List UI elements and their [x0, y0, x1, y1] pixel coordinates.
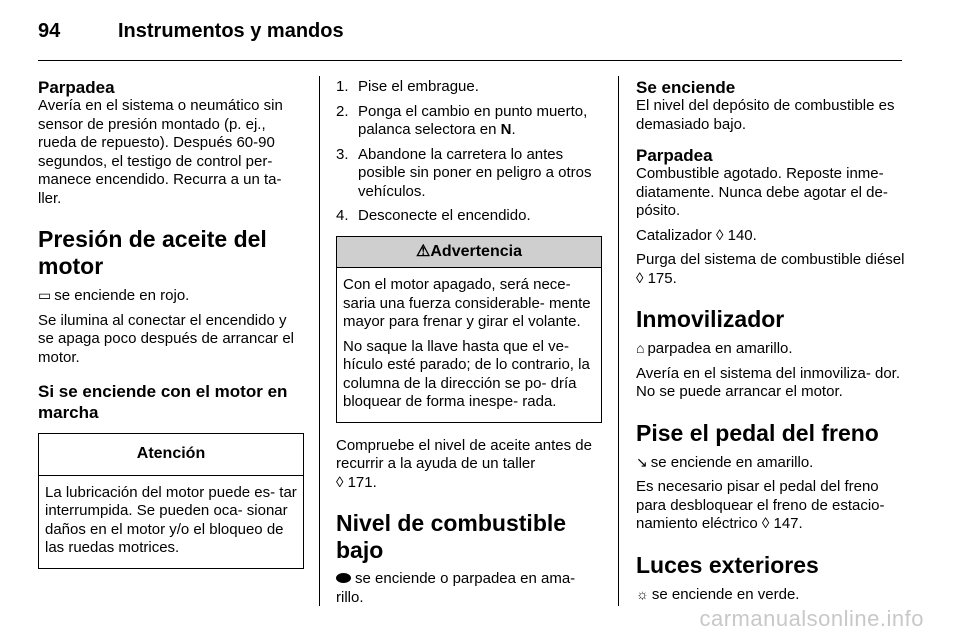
lights-line-1-text: se enciende en verde.	[651, 585, 800, 603]
brake-line-1	[636, 453, 906, 473]
step-text: Pise el embrague.	[358, 78, 479, 95]
step-end: .	[511, 121, 516, 138]
warning-title: Advertencia	[430, 242, 522, 260]
lights-line-1	[636, 585, 906, 605]
step-text: Abandone la carretera lo antes posible sin poner en peligro a otros vehículos.	[358, 145, 592, 200]
step-number: 2.	[336, 102, 349, 120]
oil-line-1	[38, 286, 304, 306]
immobilizer-icon: ⌂	[636, 340, 645, 356]
warning-box	[336, 236, 602, 423]
oil-can-icon: ▭	[38, 287, 52, 303]
watermark: carmanualsonline.info	[699, 606, 924, 631]
catalyst-text: Catalizador ◊ 140.	[636, 226, 757, 244]
on-text: El nivel del depósito de combustible es demasiado bajo.	[636, 97, 895, 133]
brake-line-1-text: se enciende en amarillo.	[650, 453, 814, 471]
step-number: 4.	[336, 207, 349, 224]
running-heading: Si se enciende con el motor en marcha	[38, 382, 288, 422]
on-heading: Se enciende	[636, 78, 736, 97]
list-item	[336, 78, 602, 97]
step-text: Ponga el cambio en punto muerto, palanca selectora en	[358, 102, 588, 138]
page-header	[38, 20, 344, 43]
oil-line-2: Se ilumina al conectar el encendido y se apaga poco después de arrancar el motor.	[38, 311, 295, 366]
warning-text-1: Con el motor apagado, será nece- saria una fuerza considerable- mente mayor para frenar y girar el volante.	[343, 276, 591, 330]
fuel-line-text: se enciende o parpadea en ama- rillo.	[336, 570, 576, 606]
warning-text-2: No saque la llave hasta que el ve- hículo esté parado; de lo contrario, la columna de la dirección se po- dría bloquear de forma inespe- rada.	[343, 337, 590, 410]
blink-text: Combustible agotado. Reposte inme- diatamente. Nunca debe agotar el de- pósito.	[636, 165, 888, 219]
attention-text: La lubricación del motor puede es- tar interrumpida. Se pueden oca- sionar daños en el motor y/o el bloqueo de las ruedas motrices.	[45, 483, 297, 556]
column-divider-2	[618, 76, 619, 606]
immobilizer-heading: Inmovilizador	[636, 306, 785, 332]
attention-title: Atención	[39, 434, 303, 476]
lights-heading: Luces exteriores	[636, 551, 819, 578]
step-number: 1.	[336, 78, 349, 95]
column-2	[336, 78, 602, 613]
column-1	[38, 78, 304, 569]
list-item	[336, 103, 602, 140]
list-item	[336, 207, 602, 226]
page-title: Instrumentos y mandos	[118, 20, 344, 42]
exterior-lights-icon: ☼	[636, 585, 649, 602]
fuel-line	[336, 570, 602, 607]
purge-text: Purga del sistema de combustible diésel ◊ 175.	[636, 251, 905, 287]
step-number: 3.	[336, 145, 349, 163]
brake-heading: Pise el pedal del freno	[636, 419, 879, 446]
steps-list	[336, 78, 602, 226]
column-3	[636, 78, 906, 610]
oil-pressure-heading: Presión de aceite del motor	[38, 226, 267, 279]
column-divider-1	[319, 76, 320, 606]
page-number: 94	[38, 20, 61, 42]
fuel-dot-icon	[336, 573, 351, 583]
list-item	[336, 146, 602, 202]
brake-line-2: Es necesario pisar el pedal del freno para desbloquear el freno de estacio- namiento eléctrico ◊ 147.	[636, 478, 885, 532]
parpadea-heading: Parpadea	[38, 78, 115, 97]
blink-heading: Parpadea	[636, 146, 713, 165]
fuel-heading: Nivel de combustible bajo	[336, 510, 567, 563]
header-rule	[38, 60, 902, 61]
immo-line-1-text: parpadea en amarillo.	[647, 340, 793, 357]
immo-line-1	[636, 339, 906, 359]
attention-box	[38, 433, 304, 569]
foot-pedal-icon: ↘	[636, 453, 648, 470]
immo-line-2: Avería en el sistema del inmoviliza- dor. No se puede arrancar el motor.	[636, 364, 901, 400]
step-text: Desconecte el encendido.	[358, 207, 531, 224]
check-oil-body: Compruebe el nivel de aceite antes de recurrir a la ayuda de un taller	[336, 436, 592, 472]
oil-line-1-text: se enciende en rojo.	[54, 287, 190, 304]
warning-header	[337, 237, 601, 269]
check-oil-ref: ◊ 171.	[336, 473, 377, 491]
check-oil-text	[336, 437, 602, 493]
step-bold: N	[500, 121, 512, 138]
parpadea-text: Avería en el sistema o neumático sin sensor de presión montado (p. ej., rueda de repuesto). Después 60-90 segundos, el testigo de control per- manece encendido. Recurra a un ta- ller.	[38, 97, 283, 207]
warning-triangle-icon: ⚠	[416, 242, 431, 260]
